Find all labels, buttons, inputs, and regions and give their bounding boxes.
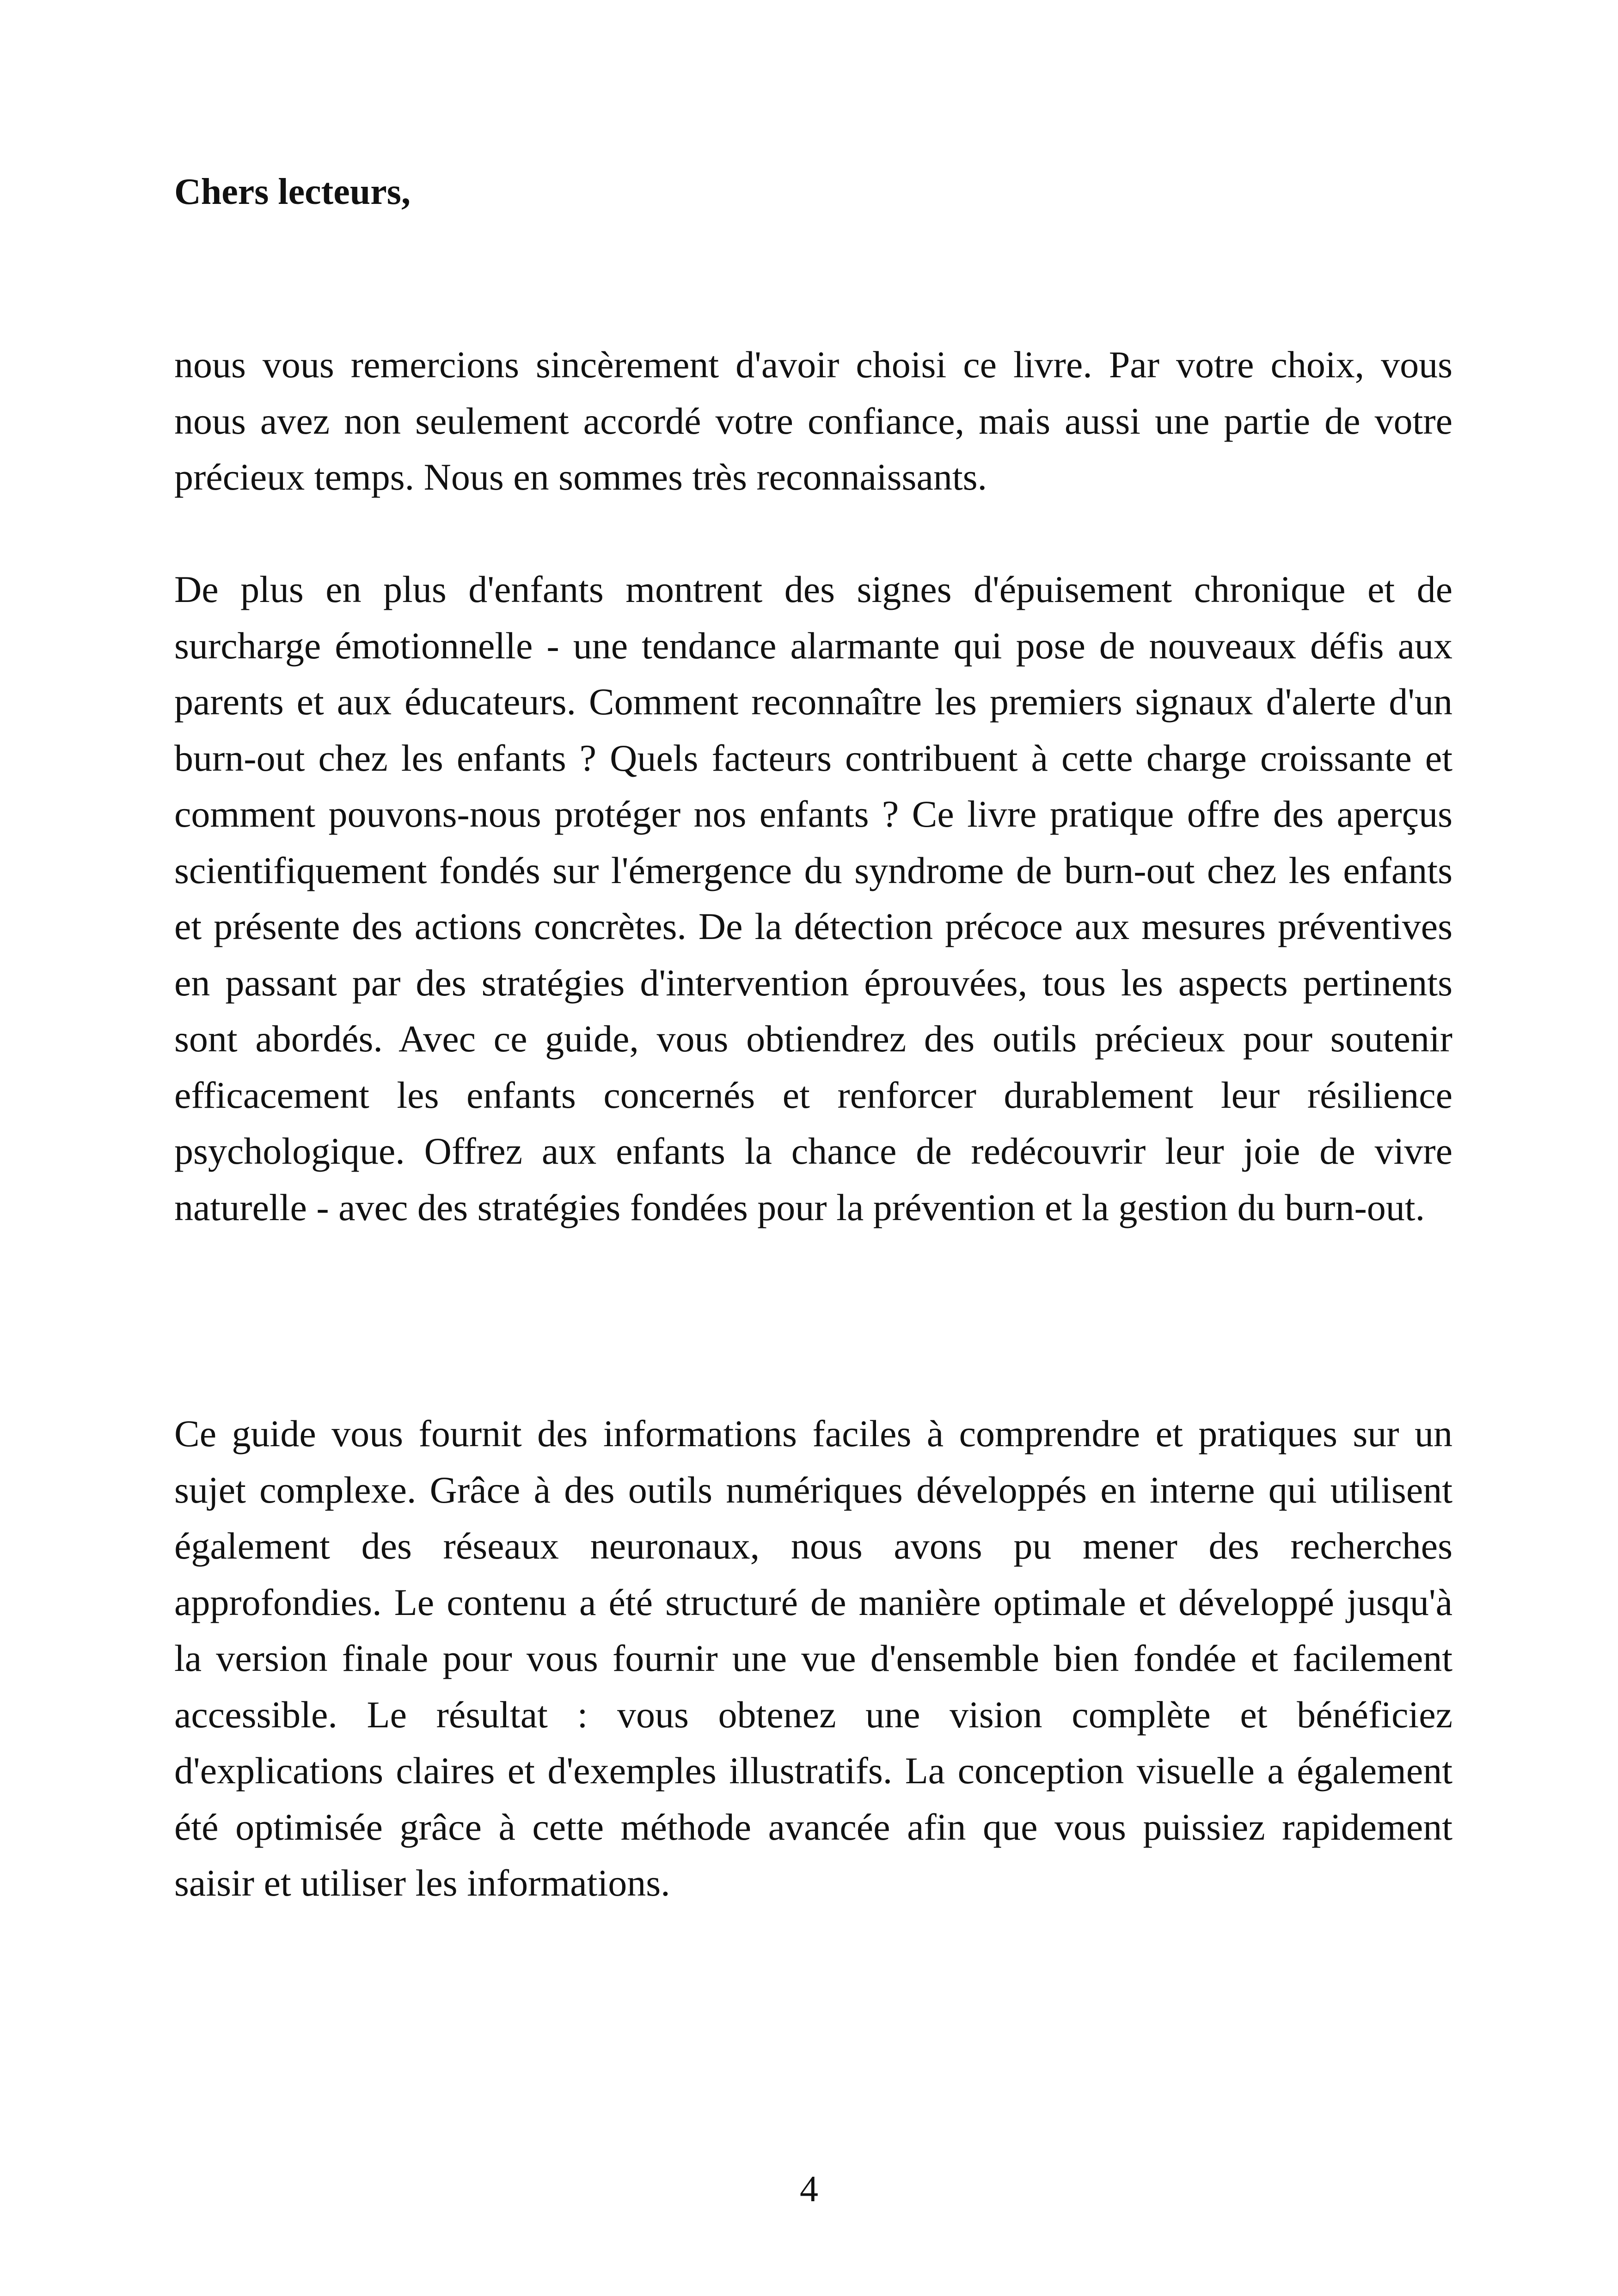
paragraph-thanks: nous vous remercions sincèrement d'avoir choisi ce livre. Par votre choix, vous nous avez non seulement accordé votre confiance, mais aussi une partie de votre précieux temps. Nous en sommes très reconnaissants. [174,344,1453,498]
paragraph-book-summary: De plus en plus d'enfants montrent des signes d'épuisement chronique et de surcharge émotionnelle - une tendance alarmante qui pose de nouveaux défis aux parents et aux éducateurs. Comment reconnaître les premiers signaux d'alerte d'un burn-out chez les enfants ? Quels facteurs contribuent à cette charge croissante et comment pouvons-nous protéger nos enfants ? Ce livre pratique offre des aperçus scientifiquement fondés sur l'émergence du syndrome de burn-out chez les enfants et présente des actions concrètes. De la détection précoce aux mesures préventives en passant par des stratégies d'intervention éprouvées, tous les aspects pertinents sont abordés. Avec ce guide, vous obtiendrez des outils précieux pour soutenir efficacement les enfants concernés et renforcer durablement leur résilience psychologique. Offrez aux enfants la chance de redécouvrir leur joie de vivre naturelle - avec des stratégies fondées pour la prévention et la gestion du burn-out. [174,568,1453,1228]
page-number: 4 [800,2169,818,2210]
salutation-heading: Chers lecteurs, [174,172,411,212]
paragraph-guide-method: Ce guide vous fournit des informations faciles à comprendre et pratiques sur un sujet complexe. Grâce à des outils numériques développés en interne qui utilisent également des réseaux neuronaux, nous avons pu mener des recherches approfondies. Le contenu a été structuré de manière optimale et développé jusqu'à la version finale pour vous fournir une vue d'ensemble bien fondée et facilement accessible. Le résultat : vous obtenez une vision complète et bénéficiez d'explications claires et d'exemples illustratifs. La conception visuelle a également été optimisée grâce à cette méthode avancée afin que vous puissiez rapidement saisir et utiliser les informations. [174,1412,1453,1904]
